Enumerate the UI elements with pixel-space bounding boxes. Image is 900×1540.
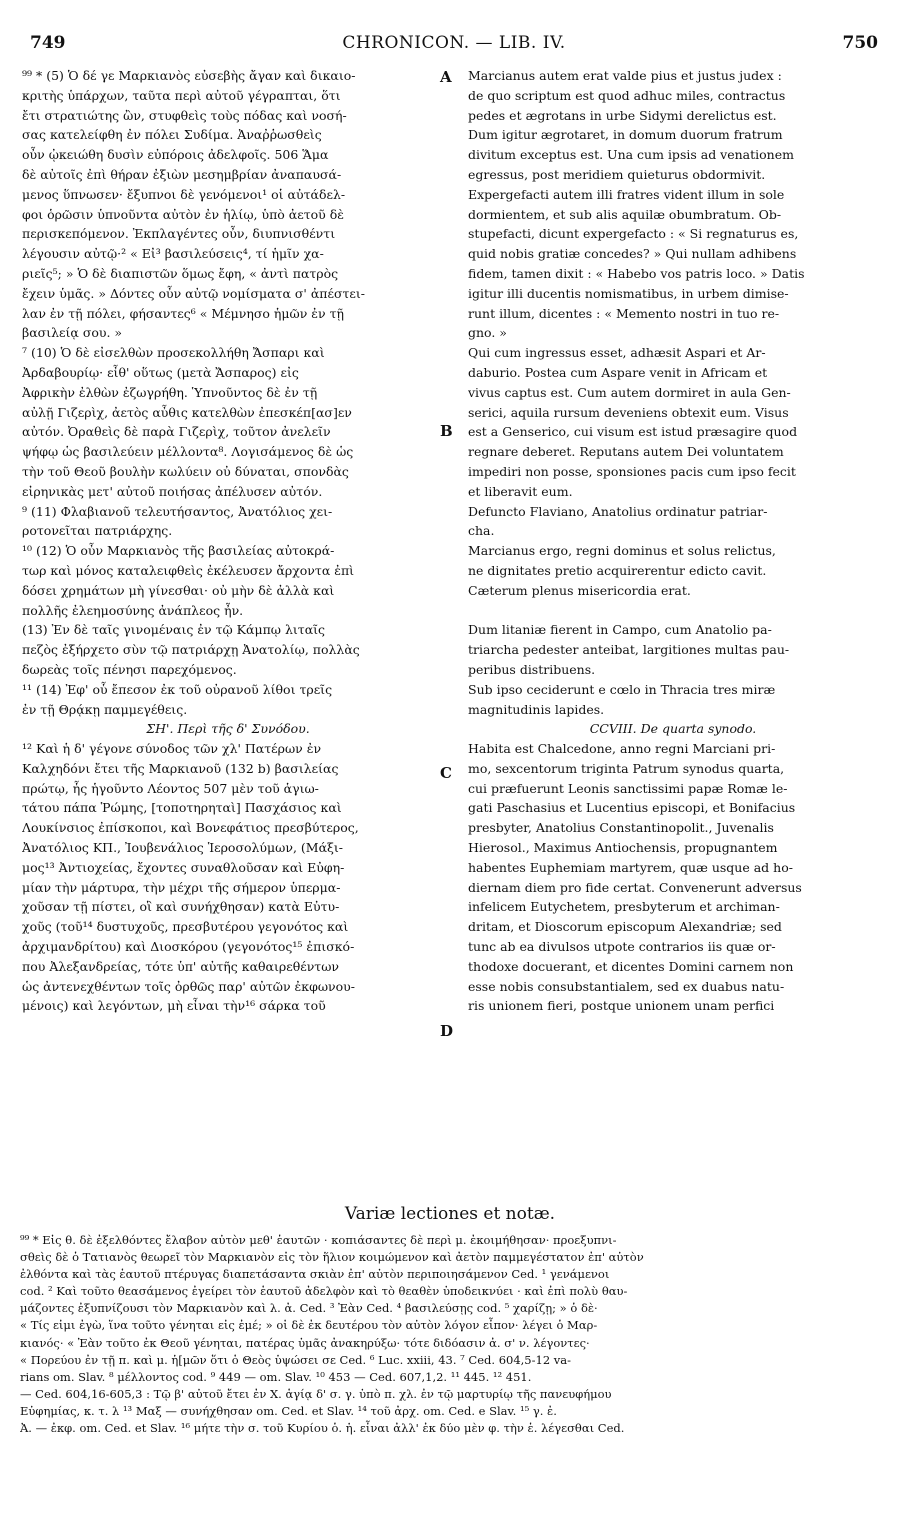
greek-line: (13) Ἐν δὲ ταῖς γινομέναις ἐν τῷ Κάμπῳ λιταῖς xyxy=(22,622,326,638)
greek-line: μος¹³ Ἀντιοχείας, ἔχοντες συναθλοῦσαν καὶ Εὐφη- xyxy=(22,859,345,875)
latin-line: infelicem Eutychetem, presbyterum et archiman- xyxy=(468,899,780,915)
latin-line: regnare deberet. Reputans autem Dei voluntatem xyxy=(468,444,784,460)
note-line: « Τίς εἰμι ἐγὼ, ἵνα τοῦτο γένηται εἰς ἐμέ; » οἱ δὲ ἐκ δευτέρου τὸν αὐτὸν λόγον εἶπον· λέγει ὁ Μαρ- xyxy=(20,1318,598,1333)
note-line: ἐλθόντα καὶ τὰς ἑαυτοῦ πτέρυγας διαπετάσαντα σκιὰν ἐπ' αὐτὸν περιποιησάμενον Ced. ¹ γενάμενοι xyxy=(20,1267,610,1282)
greek-line: Ἀρδαβουρίῳ· εἶθ' οὕτως (μετὰ Ἄσπαρος) εἰς xyxy=(22,364,299,380)
greek-line: ⁹⁹ * (5) Ὁ δέ γε Μαρκιανὸς εὐσεβὴς ἄγαν καὶ δικαιο- xyxy=(22,68,356,83)
greek-line: ⁹ (11) Φλαβιανοῦ τελευτήσαντος, Ἀνατόλιος χει- xyxy=(22,503,333,519)
latin-line: Dum litaniæ fierent in Campo, cum Anatolio pa- xyxy=(468,622,772,638)
latin-line: fidem, tamen dixit : « Habebo vos patris loco. » Datis xyxy=(468,265,805,281)
latin-line: Habita est Chalcedone, anno regni Marciani pri- xyxy=(468,741,776,757)
latin-line: tunc ab ea divulsos utpote contrarios iis quæ or- xyxy=(468,939,776,955)
latin-line: peribus distribuens. xyxy=(468,661,596,677)
greek-line: ἔχειν ὑμᾶς. » Δόντες οὖν αὐτῷ νομίσματα σ' ἀπέστει- xyxy=(22,285,365,301)
latin-text-column xyxy=(468,66,878,1016)
note-line: ⁹⁹ * Εἰς θ. δὲ ἐξελθόντες ἔλαβον αὐτὸν μεθ' ἑαυτῶν · κοπιάσαντες δὲ περὶ μ. ἐκοιμήθησαν· προεξυπνι- xyxy=(20,1233,617,1247)
latin-line: quid nobis gratiæ concedes? » Qui nullam adhibens xyxy=(468,246,797,262)
greek-line: ἔτι στρατιώτης ὢν, στυφθεὶς τοὺς πόδας καὶ νοσή- xyxy=(22,107,347,123)
latin-line: et liberavit eum. xyxy=(468,483,573,499)
latin-line: est a Genserico, cui visum est istud præsagire quod xyxy=(468,424,798,440)
note-line: σθεὶς δὲ ὁ Τατιανὸς θεωρεῖ τὸν Μαρκιανὸν εἰς τὸν ἥλιον κοιμώμενον καὶ ἀετὸν παμμεγέστατον ἐπ' αὐτὸν xyxy=(20,1250,644,1265)
latin-line: gno. » xyxy=(468,325,507,341)
greek-line: ριεῖς⁵; » Ὁ δὲ διαπιστῶν ὅμως ἔφη, « ἀντὶ πατρὸς xyxy=(22,265,339,281)
margin-letter-d: D xyxy=(440,1022,454,1040)
greek-line: σας κατελείφθη ἐν πόλει Συδίμα. Ἀναῤῥωσθεὶς xyxy=(22,127,322,143)
section-heading: CCVIII. De quarta synodo. xyxy=(589,721,757,737)
latin-line: Defuncto Flaviano, Anatolius ordinatur patriar- xyxy=(468,503,768,519)
latin-line: igitur illi ducentis nomismatibus, in urbem dimise- xyxy=(468,285,789,301)
greek-line: πεζὸς ἐξήρχετο σὺν τῷ πατριάρχῃ Ἀνατολίῳ, πολλὰς xyxy=(22,642,360,658)
latin-line: Cæterum plenus misericordia erat. xyxy=(468,582,691,598)
margin-letter-a: A xyxy=(440,68,452,86)
greek-line: μενος ὕπνωσεν· ἔξυπνοι δὲ γενόμενοι¹ οἱ αὐτάδελ- xyxy=(22,186,346,202)
greek-line: ⁷ (10) Ὁ δὲ εἰσελθὼν προσεκολλήθη Ἄσπαρι καὶ xyxy=(22,345,325,361)
greek-line: περισκεπόμενον. Ἐκπλαγέντες οὖν, διυπνισθέντι xyxy=(22,226,336,242)
variant-notes xyxy=(20,1232,882,1437)
greek-line: πρώτῳ, ἧς ἡγοῦντο Λέοντος 507 μὲν τοῦ ἁγιω- xyxy=(22,780,319,796)
latin-line: presbyter, Anatolius Constantinopolit., Juvenalis xyxy=(468,820,774,836)
right-page-number: 750 xyxy=(842,33,878,53)
latin-line: divitum exceptus est. Una cum ipsis ad venationem xyxy=(468,147,794,163)
greek-line: εἰρηνικὰς μετ' αὐτοῦ ποιήσας ἀπέλυσεν αὐτόν. xyxy=(22,483,323,499)
note-line: — Ced. 604,16-605,3 : Τῷ β' αὐτοῦ ἔτει ἐν Χ. ἁγίᾳ δ' σ. γ. ὑπὸ π. χλ. ἐν τῷ μαρτυρίῳ τῆς πανευφήμου xyxy=(20,1386,612,1401)
greek-line: δωρεὰς τοῖς πένησι παρεχόμενος. xyxy=(22,661,237,677)
latin-line: pedes et ægrotans in urbe Sidymi derelictus est. xyxy=(468,107,777,123)
greek-line: τωρ καὶ μόνος καταλειφθεὶς ἐκέλευσεν ἄρχοντα ἐπὶ xyxy=(22,562,355,578)
greek-line: λαν ἐν τῇ πόλει, φήσαντες⁶ « Μέμνησο ἡμῶν ἐν τῇ xyxy=(22,305,344,321)
greek-line: ὡς ἀντενεχθέντων τοῖς ὀρθῶς παρ' αὐτῶν ἐκφωνου- xyxy=(22,978,355,994)
latin-line: triarcha pedester anteibat, largitiones multas pau- xyxy=(468,642,790,658)
greek-line: Ἀφρικὴν ἐλθὼν ἐζωγρήθη. Ὑπνοῦντος δὲ ἐν τῇ xyxy=(22,384,318,400)
latin-line: gati Paschasius et Lucentius episcopi, et Bonifacius xyxy=(468,800,796,816)
latin-line: daburio. Postea cum Aspare venit in Africam et xyxy=(468,364,768,380)
running-title: CHRONICON. — LIB. IV. xyxy=(342,33,566,53)
greek-line: ¹² Καὶ ἡ δ' γέγονε σύνοδος τῶν χλ' Πατέρων ἐν xyxy=(22,741,322,757)
latin-line: serici, aquila rursum deveniens obtexit eum. Visus xyxy=(468,404,789,420)
greek-line: μένοις) καὶ λεγόντων, μὴ εἶναι τὴν¹⁶ σάρκα τοῦ xyxy=(22,998,326,1014)
note-line: Εὐφημίας, κ. τ. λ ¹³ Μαξ — συνήχθησαν om. Ced. et Slav. ¹⁴ τοῦ ἀρχ. om. Ced. e Slav. ¹⁵ γ. ἐ. xyxy=(20,1403,557,1418)
greek-line: Λουκίνσιος ἐπίσκοποι, καὶ Βονεφάτιος πρεσβύτερος, xyxy=(22,820,359,836)
greek-line: λέγουσιν αὐτῷ·² « Εἰ³ βασιλεύσεις⁴, τί ἡμῖν χα- xyxy=(22,246,324,262)
page-header xyxy=(30,33,878,55)
latin-line: runt illum, dicentes : « Memento nostri in tuo re- xyxy=(468,305,780,321)
note-line: μάζοντες ἐξυπνίζουσι τὸν Μαρκιανὸν καὶ λ. ἀ. Ced. ³ Ἐὰν Ced. ⁴ βασιλεύσῃς cod. ⁵ χαρίζῃ; » ὁ δὲ· xyxy=(20,1301,598,1316)
left-page-number: 749 xyxy=(30,33,66,53)
note-line: « Πορεύου ἐν τῇ π. καὶ μ. ἡ[μῶν ὅτι ὁ Θεὸς ὑψώσει σε Ced. ⁶ Luc. xxiii, 43. ⁷ Ced. 604,5-12 va- xyxy=(20,1352,572,1367)
latin-line: Hierosol., Maximus Antiochensis, propugnantem xyxy=(468,840,778,856)
margin-letter-b: B xyxy=(440,422,453,440)
greek-line: ¹⁰ (12) Ὁ οὖν Μαρκιανὸς τῆς βασιλείας αὐτοκρά- xyxy=(22,543,335,559)
latin-line: diernam diem pro fide certat. Convenerunt adversus xyxy=(468,879,802,895)
latin-line: thodoxe docuerant, et dicentes Domini carnem non xyxy=(468,958,794,974)
notes-title: Variæ lectiones et notæ. xyxy=(344,1204,556,1224)
greek-line: ἀρχιμανδρίτου) καὶ Διοσκόρου (γεγονότος¹⁵ ἐπισκό- xyxy=(22,939,355,955)
latin-line: cui præfuerunt Leonis sanctissimi papæ Romæ le- xyxy=(468,780,788,796)
greek-line: οὖν ᾠκειώθη δυσὶν εὐπόροις ἀδελφοῖς. 506 Ἅμα xyxy=(22,147,329,163)
greek-line: αὐτόν. Ὀραθεὶς δὲ παρὰ Γιζερὶχ, τοῦτον ἀνελεῖν xyxy=(22,424,331,440)
latin-line: Qui cum ingressus esset, adhæsit Aspari et Ar- xyxy=(468,345,766,361)
greek-line: φοι ὁρῶσιν ὑπνοῦντα αὐτὸν ἐν ἡλίῳ, ὑπὸ ἀετοῦ δὲ xyxy=(22,206,344,222)
latin-line: Expergefacti autem illi fratres vident illum in sole xyxy=(468,186,785,202)
latin-line: Marcianus ergo, regni dominus et solus relictus, xyxy=(468,543,776,559)
greek-line: κριτὴς ὑπάρχων, ταῦτα περὶ αὐτοῦ γέγραπται, ὅτι xyxy=(22,87,341,103)
note-line: κιανός· « Ἐὰν τοῦτο ἐκ Θεοῦ γένηται, πατέρας ὑμᾶς ἀνακηρύξω· τότε διδόασιν ἀ. σ' ν. λέγοντες· xyxy=(20,1335,590,1350)
latin-line: stupefacti, dicunt expergefacto : « Si regnaturus es, xyxy=(468,226,799,242)
latin-line: magnitudinis lapides. xyxy=(468,701,605,717)
latin-line: Sub ipso ceciderunt e cœlo in Thracia tres miræ xyxy=(468,681,776,697)
greek-line: τάτου πάπα Ῥώμης, [τοποτηρηταὶ] Πασχάσιος καὶ xyxy=(22,800,342,816)
note-line: Ἀ. — ἐκφ. om. Ced. et Slav. ¹⁶ μήτε τὴν σ. τοῦ Κυρίου ὁ. ἡ. εἶναι ἀλλ' ἐκ δύο μὲν φ. τὴν ἑ. λέγεσθαι Ced. xyxy=(20,1421,625,1436)
greek-line: μίαν τὴν μάρτυρα, τὴν μέχρι τῆς σήμερον ὑπερμα- xyxy=(22,879,341,895)
note-line: rians om. Slav. ⁸ μέλλοντος cod. ⁹ 449 — om. Slav. ¹⁰ 453 — Ced. 607,1,2. ¹¹ 445. ¹² 451. xyxy=(20,1369,532,1384)
greek-line: χοῦς (τοῦ¹⁴ δυστυχοῦς, πρεσβυτέρου γεγονότος καὶ xyxy=(22,919,349,935)
greek-text-column xyxy=(22,66,434,1016)
greek-line: πολλῆς ἐλεημοσύνης ἀνάπλεος ἦν. xyxy=(22,602,244,618)
greek-line: που Ἀλεξανδρείας, τότε ὑπ' αὐτῆς καθαιρεθέντων xyxy=(22,958,340,974)
latin-line: Marcianus autem erat valde pius et justus judex : xyxy=(468,68,782,83)
latin-line: mo, sexcentorum triginta Patrum synodus quarta, xyxy=(468,760,785,776)
greek-line: χοῦσαν τῇ πίστει, οἳ καὶ συνήχθησαν) κατὰ Εὐτυ- xyxy=(22,899,340,915)
greek-line: ¹¹ (14) Ἐφ' οὗ ἔπεσον ἐκ τοῦ οὐρανοῦ λίθοι τρεῖς xyxy=(22,681,333,697)
greek-line: τὴν τοῦ Θεοῦ βουλὴν κωλύειν οὐ δύναται, σπονδὰς xyxy=(22,463,349,479)
greek-line: ψήφῳ ὡς βασιλεύειν μέλλοντα⁸. Λογισάμενος δὲ ὡς xyxy=(22,444,354,460)
greek-line: αὐλῇ Γιζερὶχ, ἀετὸς αὖθις κατελθὼν ἐπεσκέπ[ασ]εν xyxy=(22,404,352,420)
greek-line: Ἀνατόλιος ΚΠ., Ἰουβενάλιος Ἱεροσολύμων, (Μάξι- xyxy=(22,840,344,856)
latin-line: vivus captus est. Cum autem dormiret in aula Gen- xyxy=(468,384,791,400)
latin-line: egressus, post meridiem quieturus obdormivit. xyxy=(468,166,766,182)
latin-line: Dum igitur ægrotaret, in domum duorum fratrum xyxy=(468,127,783,143)
note-line: cod. ² Καὶ τοῦτο θεασάμενος ἐγείρει τὸν ἑαυτοῦ ἀδελφὸν καὶ τὸ θεαθὲν ὑποδεικνύει · καὶ ἐπὶ πολὺ θαυ- xyxy=(20,1284,628,1299)
latin-line: dormientem, et sub alis aquilæ obumbratum. Ob- xyxy=(468,206,782,222)
latin-line: dritam, et Dioscorum episcopum Alexandriæ; sed xyxy=(468,919,782,935)
latin-line: de quo scriptum est quod adhuc miles, contractus xyxy=(468,87,786,103)
latin-line: cha. xyxy=(468,523,495,539)
margin-letter-c: C xyxy=(440,764,452,782)
greek-line: δὲ αὐτοῖς ἐπὶ θήραν ἐξιὼν μεσημβρίαν ἀναπαυσά- xyxy=(22,166,342,182)
latin-line: ne dignitates pretio acquirerentur edicto cavit. xyxy=(468,562,767,578)
latin-line: esse nobis consubstantialem, sed ex duabus natu- xyxy=(468,978,785,994)
greek-line: ροτονεῖται πατριάρχης. xyxy=(22,523,173,539)
greek-line: ἐν τῇ Θρᾴκῃ παμμεγέθεις. xyxy=(22,701,188,717)
greek-line: Καλχηδόνι ἔτει τῆς Μαρκιανοῦ (132 b) βασιλείας xyxy=(22,760,339,776)
latin-line: impediri non posse, sponsiones pacis cum ipso fecit xyxy=(468,463,796,479)
latin-line: habentes Euphemiam martyrem, quæ usque ad ho- xyxy=(468,859,793,875)
greek-line: δόσει χρημάτων μὴ γίνεσθαι· οὐ μὴν δὲ ἀλλὰ καὶ xyxy=(22,582,335,598)
latin-line xyxy=(468,601,878,621)
latin-line: ris unionem fieri, postque unionem unam perfici xyxy=(468,998,775,1014)
section-heading: ΣΗ'. Περὶ τῆς δ' Συνόδου. xyxy=(146,721,310,737)
greek-line: βασιλείᾳ σου. » xyxy=(22,325,123,341)
